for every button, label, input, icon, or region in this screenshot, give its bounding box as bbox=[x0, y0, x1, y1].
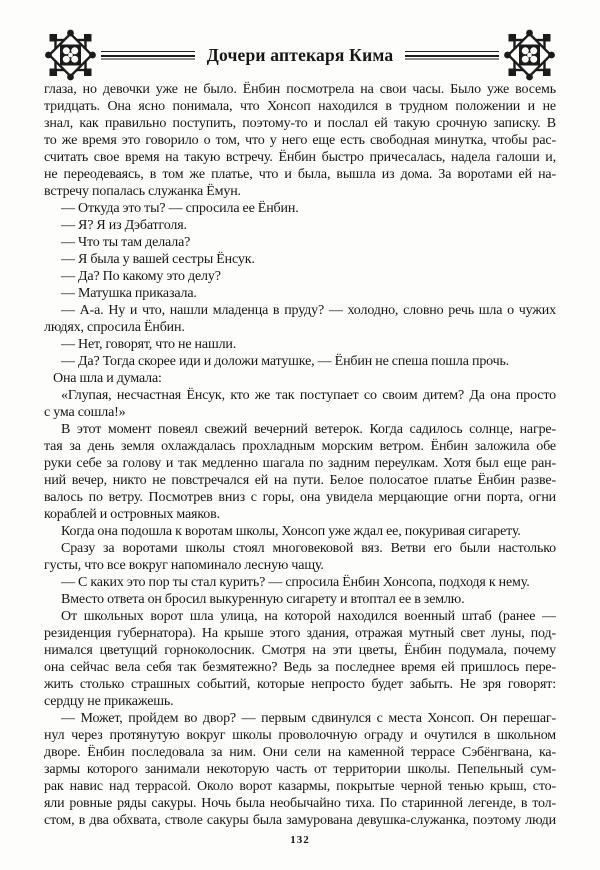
rosette-ornament-left-icon bbox=[42, 27, 99, 83]
text-line: с ума сошла!» bbox=[44, 405, 126, 420]
text-line: людях, спросила Ёнбин. bbox=[44, 320, 185, 335]
rosette-ornament-right-icon bbox=[501, 27, 558, 83]
text-line: рак навис над террасой. Около ворот казармы, покрытые черной тенью крыш, сто- bbox=[44, 779, 556, 794]
text-line: Она шла и думала: bbox=[53, 371, 162, 386]
text-line: то же время это говорило о том, что у него еще есть свободная минутка, чтобы рас- bbox=[44, 133, 556, 148]
text-line: ний вечер, никто не повстречался ей на пути. Белое полосатое платье Ёнбин разве- bbox=[44, 473, 556, 488]
text-line: знал, как правильно поступить, поэтому-то и послал ей такую срочную записку. В bbox=[44, 116, 556, 131]
text-line: — Откуда это ты? — спросила ее Ёнбин. bbox=[61, 201, 299, 216]
text-line: Когда она подошла к воротам школы, Хонсоп уже ждал ее, покуривая сигарету. bbox=[61, 524, 521, 539]
text-line: — Матушка приказала. bbox=[61, 286, 197, 301]
text-line: кораблей и островных маяков. bbox=[44, 507, 220, 522]
text-line: резиденция губернатора). На крыше этого здания, отражая мутный свет луны, под- bbox=[44, 626, 556, 641]
text-line: В этот момент повеял свежий вечерний ветерок. Когда садилось солнце, нагре- bbox=[61, 422, 556, 437]
text-line: жить столько страшных событий, которые непросто будет забыть. Не зря говорят: bbox=[44, 677, 556, 692]
page-number: 132 bbox=[290, 834, 310, 846]
text-line: — Я? Я из Дэбатголя. bbox=[61, 218, 187, 233]
text-line: Вместо ответа он бросил выкуренную сигарету и втоптал ее в землю. bbox=[61, 592, 465, 607]
text-line: — Может, пройдем во двор? — первым сдвинулся с места Хонсоп. Он перешаг- bbox=[61, 711, 556, 726]
text-line: руки себе за голову и так медленно шагала по задним переулкам. Хотя был еще ран- bbox=[44, 456, 556, 471]
text-line: густы, что все вокруг напоминало лесную чащу. bbox=[44, 558, 324, 573]
text-line: — А-а. Ну и что, нашли младенца в пруду? — холодно, словно речь шла о чужих bbox=[61, 303, 556, 318]
text-line: считать свое время на такую встречу. Ёнбин быстро причесалась, надела галоши и, bbox=[44, 150, 556, 165]
text-line: Сразу за воротами школы стоял многовековой вяз. Ветви его были настолько bbox=[61, 541, 556, 556]
text-line: — С каких это пор ты стал курить? — спросила Ёнбин Хонсопа, подходя к нему. bbox=[61, 575, 530, 590]
text-line: — Нет, говорят, что не нашли. bbox=[61, 337, 237, 352]
text-line: встречу попалась служанка Ёмун. bbox=[44, 184, 241, 199]
text-line: сердцу не прикажешь. bbox=[44, 694, 174, 709]
text-line: — Я была у вашей сестры Ёнсук. bbox=[61, 252, 255, 267]
text-line: «Глупая, несчастная Ёнсук, кто же так поступает со своим дитем? Да она просто bbox=[61, 388, 556, 403]
page-text bbox=[44, 81, 556, 829]
text-line: — Что ты там делала? bbox=[61, 235, 191, 250]
text-line: тридцать. Она ясно понимала, что Хонсоп находился в трудном положении и не bbox=[44, 99, 556, 114]
text-line: дворе. Ёнбин последовала за ним. Они сели на каменной террасе Сэбёнгвана, ка- bbox=[44, 745, 556, 760]
text-line: — Да? По какому это делу? bbox=[61, 269, 221, 284]
text-line: глаза, но девочки уже не было. Ёнбин посмотрела на свои часы. Было уже восемь bbox=[44, 82, 556, 97]
running-title: Дочери аптекаря Кима bbox=[206, 44, 394, 65]
text-line: — Да? Тогда скорее иди и доложи матушке, — Ёнбин не спеша пошла прочь. bbox=[61, 354, 510, 369]
text-line: нул через протянутую вокруг школы проволочную ограду и очутился в школьном bbox=[44, 728, 556, 743]
page-header bbox=[42, 26, 558, 84]
text-line: яли ровные ряды сакуры. Ночь была необычайно тиха. По старинной легенде, в тол- bbox=[44, 796, 556, 811]
text-line: валось по ветру. Посмотрев вниз с горы, она увидела мерцающие огни порта, огни bbox=[44, 490, 556, 505]
text-line: она сейчас вела себя так безмятежно? Ведь за последнее время ей пришлось пере- bbox=[44, 660, 556, 675]
text-line: нимался цветущий горноколосник. Смотря на эти цветы, Ёнбин подумала, почему bbox=[44, 643, 556, 658]
text-line: От школьных ворот шла улица, на которой находился военный штаб (ранее — bbox=[61, 609, 556, 624]
text-line: зармы которого занимали некоторую часть от территории школы. Пепельный сум- bbox=[44, 762, 556, 777]
text-line: стом, в два обхвата, стволе сакуры была замурована девушка-служанка, поэтому люди bbox=[44, 813, 556, 828]
header-rule-right bbox=[405, 51, 499, 60]
text-line: тая за день земля охлаждалась прохладным морским ветром. Ёнбин заложила обе bbox=[44, 439, 556, 454]
text-line: не переодеваясь, в том же платье, что и была, вышла из дома. За воротами ей на- bbox=[44, 167, 556, 182]
header-rule-left bbox=[101, 51, 195, 60]
